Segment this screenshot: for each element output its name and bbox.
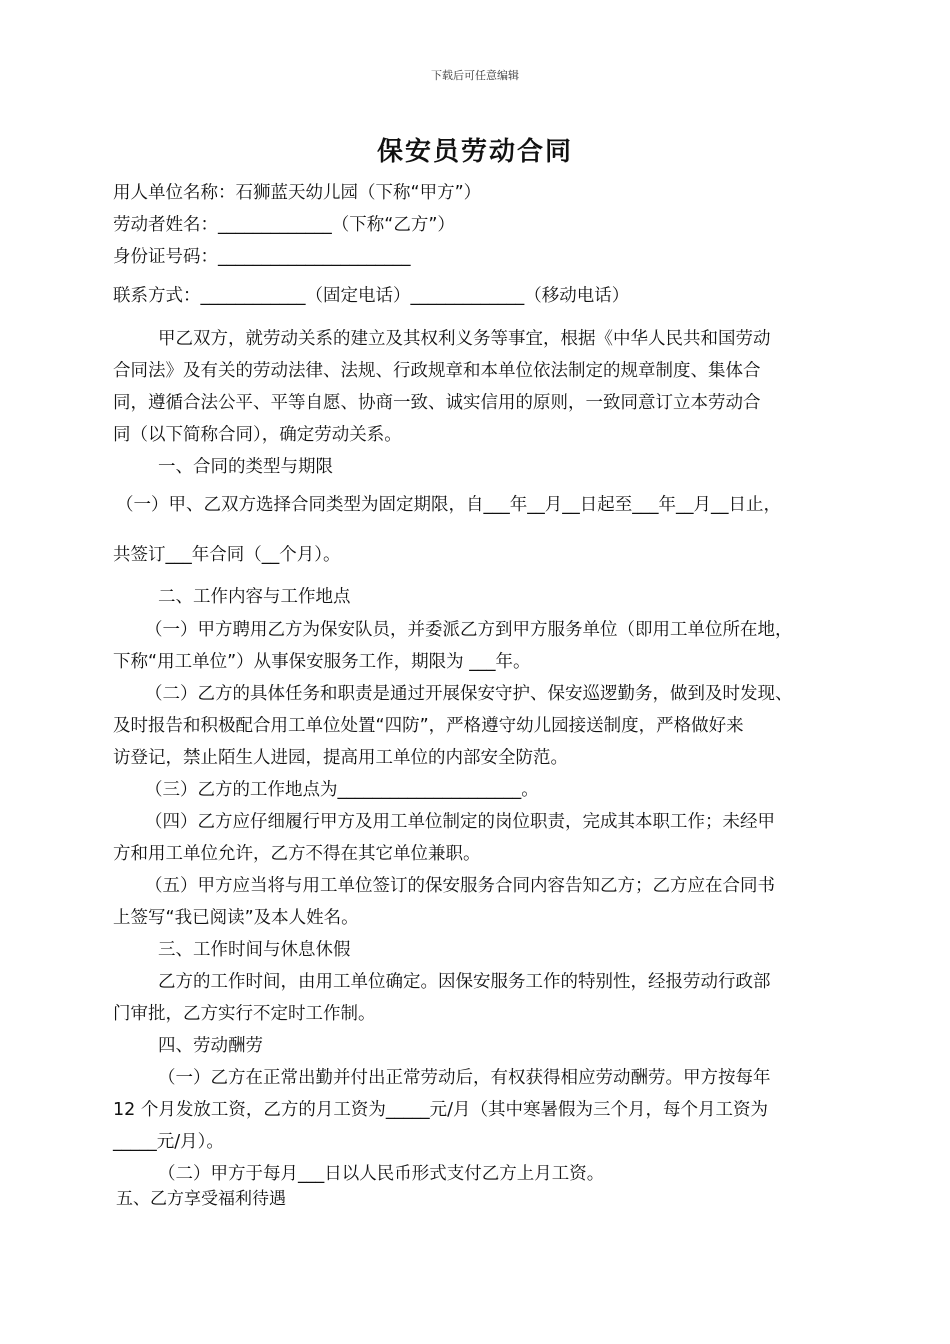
clause-line: 及时报告和积极配合用工单位处置“四防”，严格遵守幼儿园接送制度，严格做好来 — [113, 716, 744, 736]
preamble-line: 同（以下简称合同），确定劳动关系。 — [113, 425, 402, 445]
header-note: 下载后可任意编辑 — [431, 69, 519, 82]
clause-line: _____元/月）。 — [113, 1132, 224, 1152]
clause-line: 共签订___年合同（__个月）。 — [113, 545, 341, 565]
clause-line: 访登记，禁止陌生人进园，提高用工单位的内部安全防范。 — [113, 748, 568, 768]
document-title: 保安员劳动合同 — [376, 137, 573, 167]
clause-line: 方和用工单位允许，乙方不得在其它单位兼职。 — [113, 844, 481, 864]
clause-line: （一）乙方在正常出勤并付出正常劳动后，有权获得相应劳动酬劳。甲方按每年 — [158, 1068, 771, 1088]
clause-line: 乙方的工作时间，由用工单位确定。因保安服务工作的特别性，经报劳动行政部 — [158, 972, 771, 992]
clause-line: 上签写“我已阅读”及本人姓名。 — [113, 908, 359, 928]
employer-line: 用人单位名称：石狮蓝天幼儿园（下称“甲方”） — [113, 183, 482, 203]
section-heading: 一、合同的类型与期限 — [158, 457, 333, 477]
id-number-line: 身份证号码：______________________ — [113, 247, 411, 267]
preamble-line: 同，遵循合法公平、平等自愿、协商一致、诚实信用的原则，一致同意订立本劳动合 — [113, 393, 761, 413]
employee-name-line: 劳动者姓名：_____________（下称“乙方”） — [113, 215, 455, 235]
clause-line: 12 个月发放工资，乙方的月工资为_____元/月（其中寒暑假为三个月，每个月工资为 — [113, 1100, 768, 1120]
clause-line: （二）乙方的具体任务和职责是通过开展保安守护、保安巡逻勤务，做到及时发现、 — [145, 684, 793, 704]
section-heading: 三、工作时间与休息休假 — [158, 940, 351, 960]
clause-line: （四）乙方应仔细履行甲方及用工单位制定的岗位职责，完成其本职工作；未经甲 — [145, 812, 775, 832]
section-heading: 五、乙方享受福利待遇 — [116, 1189, 286, 1209]
preamble-line: 甲乙双方，就劳动关系的建立及其权利义务等事宜，根据《中华人民共和国劳动 — [158, 329, 771, 349]
clause-line: （一）甲、乙双方选择合同类型为固定期限，自___年__月__日起至___年__月__日止， — [116, 495, 781, 515]
clause-line: 下称“用工单位”）从事保安服务工作，期限为 ___年。 — [113, 652, 531, 672]
preamble-line: 合同法》及有关的劳动法律、法规、行政规章和本单位依法制定的规章制度、集体合 — [113, 361, 761, 381]
section-heading: 四、劳动酬劳 — [158, 1036, 263, 1056]
section-heading: 二、工作内容与工作地点 — [158, 587, 351, 607]
clause-line: 门审批，乙方实行不定时工作制。 — [113, 1004, 376, 1024]
clause-line: （三）乙方的工作地点为_____________________。 — [145, 780, 539, 800]
clause-line: （二）甲方于每月___日以人民币形式支付乙方上月工资。 — [158, 1164, 605, 1184]
clause-line: （五）甲方应当将与用工单位签订的保安服务合同内容告知乙方；乙方应在合同书 — [145, 876, 775, 896]
clause-line: （一）甲方聘用乙方为保安队员，并委派乙方到甲方服务单位（即用工单位所在地， — [145, 620, 793, 640]
contact-line: 联系方式：____________（固定电话）_____________（移动电话） — [113, 286, 630, 306]
